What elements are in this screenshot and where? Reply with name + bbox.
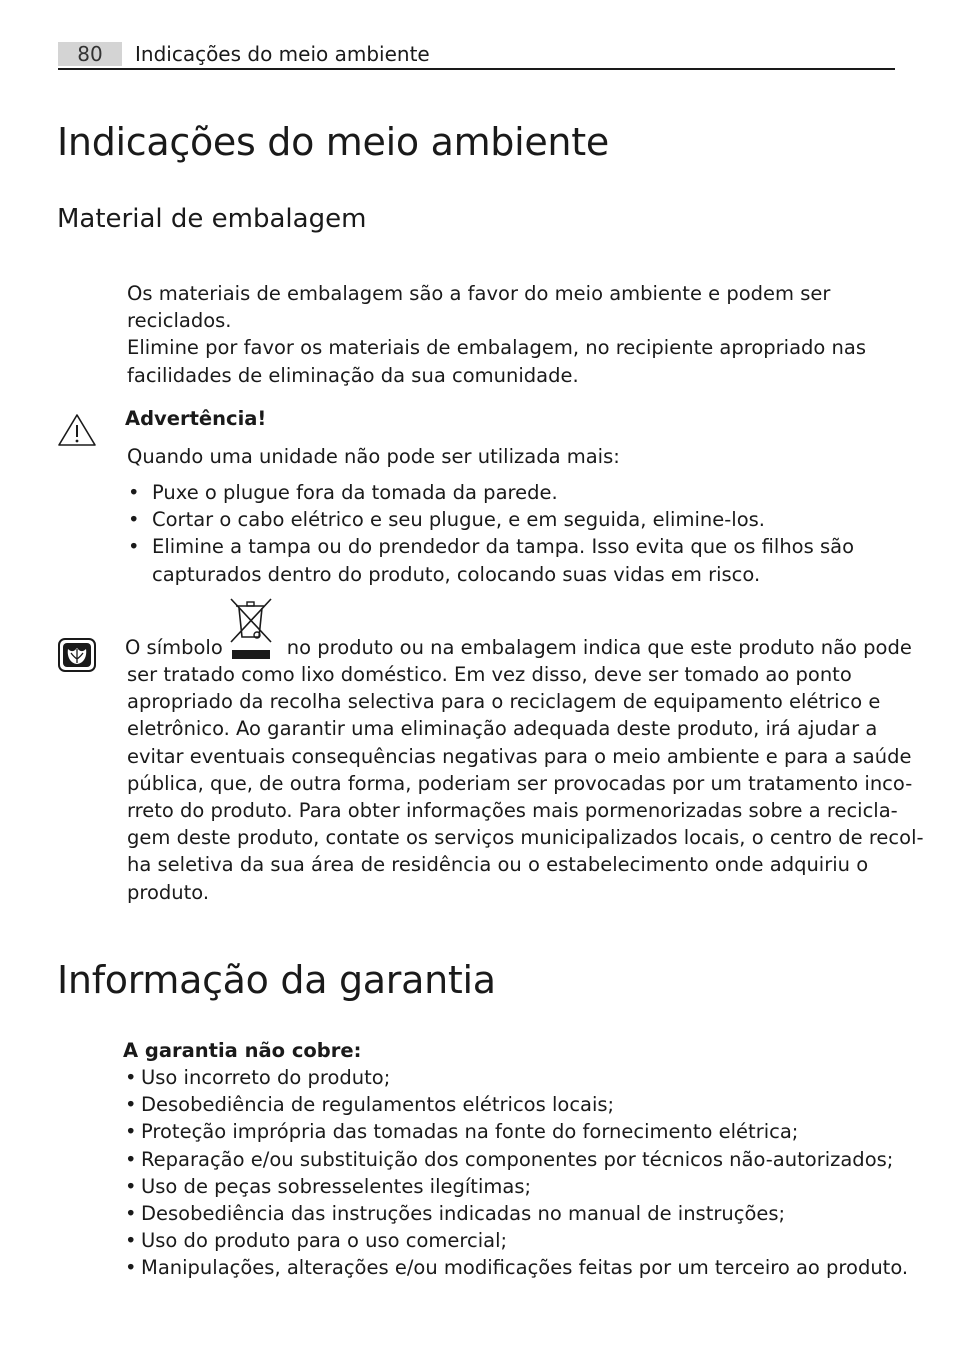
- environment-line: ser tratado como lixo doméstico. Em vez disso, deve ser tomado ao ponto: [127, 663, 852, 686]
- list-item: • Cortar o cabo elétrico e seu plugue, e em seguida, elimine-los.: [128, 506, 908, 533]
- environment-line: pública, que, de outra forma, poderiam ser provocadas por um tratamento inco-: [127, 771, 913, 795]
- page-title: Indicações do meio ambiente: [57, 120, 609, 164]
- header-divider: [58, 68, 895, 70]
- running-header-title: Indicações do meio ambiente: [135, 42, 430, 66]
- list-item: [128, 533, 908, 587]
- environment-line: apropriado da recolha selectiva para o reciclagem de equipamento elétrico e: [127, 690, 881, 714]
- list-item: • Desobediência das instruções indicadas no manual de instruções;: [125, 1200, 925, 1227]
- environment-paragraph: [127, 661, 927, 906]
- warning-intro: Quando uma unidade não pode ser utilizada mais:: [127, 445, 620, 468]
- warning-list: [128, 479, 908, 588]
- environment-line: ha seletiva da sua área de residência ou o estabelecimento onde adquiriu o: [127, 853, 869, 877]
- list-item: • Uso incorreto do produto;: [125, 1064, 925, 1091]
- packaging-line: facilidades de eliminação da sua comunidade.: [127, 363, 579, 387]
- list-item: • Reparação e/ou substituição dos componentes por técnicos não-autorizados;: [125, 1146, 925, 1173]
- section-subtitle: Material de embalagem: [57, 204, 367, 234]
- list-item: • Uso de peças sobresselentes ilegítimas;: [125, 1173, 925, 1200]
- environment-line: rreto do produto. Para obter informações mais pormenorizadas sobre a recicla-: [127, 799, 898, 823]
- list-item-line: Elimine a tampa ou do prendedor da tampa. Isso evita que os filhos são: [152, 535, 854, 559]
- list-item: • Manipulações, alterações e/ou modificações feitas por um terceiro ao produto.: [125, 1254, 925, 1281]
- packaging-line: Os materiais de embalagem são a favor do meio ambiente e podem ser reciclados.: [127, 282, 831, 333]
- packaging-line: Elimine por favor os materiais de embalagem, no recipiente apropriado nas: [127, 336, 867, 360]
- warranty-list: [125, 1064, 925, 1282]
- environment-line: produto.: [127, 880, 210, 904]
- environment-line: gem deste produto, contate os serviços municipalizados locais, o centro de recol-: [127, 826, 924, 850]
- environment-flower-icon: [57, 637, 97, 673]
- environment-text: no produto ou na embalagem indica que este produto não pode: [286, 636, 912, 659]
- list-item-line: capturados dentro do produto, colocando suas vidas em risco.: [152, 562, 761, 586]
- environment-text: O símbolo: [125, 636, 223, 659]
- section-title-warranty: Informação da garantia: [57, 958, 496, 1002]
- environment-line: evitar eventuais consequências negativas para o meio ambiente e para a saúde: [127, 744, 912, 768]
- list-item: • Uso do produto para o uso comercial;: [125, 1227, 925, 1254]
- packaging-paragraph: [127, 280, 917, 389]
- warning-title: Advertência!: [125, 407, 267, 430]
- environment-first-line: [125, 634, 925, 661]
- environment-line: eletrônico. Ao garantir uma eliminação adequada deste produto, irá ajudar a: [127, 717, 878, 741]
- warning-triangle-icon: [57, 413, 97, 447]
- list-item: • Proteção imprópria das tomadas na fonte do fornecimento elétrica;: [125, 1118, 925, 1145]
- list-item: • Puxe o plugue fora da tomada da parede.: [128, 479, 908, 506]
- list-item: • Desobediência de regulamentos elétricos locais;: [125, 1091, 925, 1118]
- page-number: 80: [58, 42, 122, 66]
- warranty-heading: A garantia não cobre:: [123, 1039, 362, 1062]
